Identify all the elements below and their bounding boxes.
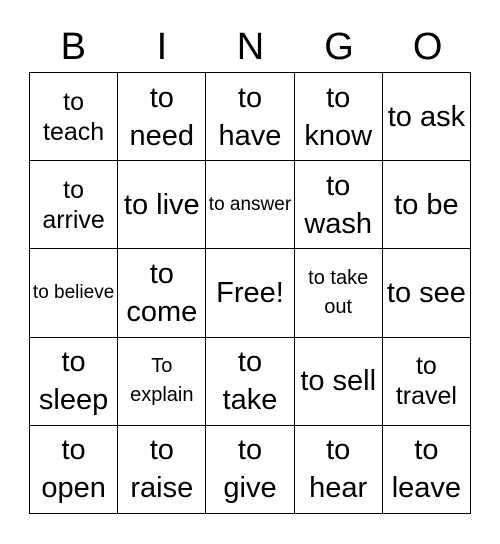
bingo-cell[interactable] <box>295 249 383 337</box>
bingo-cell[interactable] <box>383 249 471 337</box>
cell-text: Free! <box>216 276 284 309</box>
header-letter-o: O <box>412 26 443 68</box>
bingo-cell[interactable] <box>206 338 294 426</box>
cell-text: To explain <box>130 355 194 407</box>
cell-text: to sleep <box>38 346 109 417</box>
cell-text: to come <box>126 257 198 328</box>
bingo-cell[interactable] <box>30 161 118 249</box>
bingo-cell[interactable] <box>383 73 471 161</box>
cell-text: to be <box>394 188 459 221</box>
cell-text: to live <box>123 188 200 221</box>
bingo-cell[interactable] <box>295 73 383 161</box>
header-letter-g: G <box>324 26 354 68</box>
cell-text: to sell <box>300 365 377 398</box>
cell-text: to take out <box>308 266 369 318</box>
bingo-grid <box>29 72 471 514</box>
cell-text: to have <box>218 81 282 152</box>
bingo-cell[interactable] <box>118 338 206 426</box>
cell-text: to open <box>41 434 106 505</box>
bingo-cell[interactable] <box>295 426 383 514</box>
cell-text: to know <box>304 81 373 152</box>
bingo-cell[interactable] <box>295 338 383 426</box>
bingo-cell[interactable] <box>118 73 206 161</box>
bingo-cell[interactable] <box>206 161 294 249</box>
bingo-header <box>29 22 472 72</box>
bingo-cell[interactable] <box>118 161 206 249</box>
cell-text: to answer <box>208 194 292 216</box>
bingo-cell[interactable] <box>30 73 118 161</box>
cell-text: to arrive <box>42 175 105 234</box>
cell-text: to hear <box>309 434 368 505</box>
cell-text: to see <box>386 276 466 309</box>
bingo-cell[interactable] <box>383 338 471 426</box>
cell-text: to take <box>222 346 278 417</box>
bingo-cell[interactable] <box>30 338 118 426</box>
cell-text: to teach <box>43 87 105 146</box>
header-letter-b: B <box>60 26 86 68</box>
bingo-cell[interactable] <box>383 426 471 514</box>
header-letter-i: I <box>156 26 168 68</box>
cell-text: to leave <box>391 434 462 505</box>
bingo-cell[interactable] <box>118 426 206 514</box>
header-letter-n: N <box>236 26 265 68</box>
cell-text: to ask <box>387 100 466 133</box>
bingo-cell[interactable] <box>118 249 206 337</box>
cell-text: to need <box>129 81 195 152</box>
free-space-cell[interactable] <box>206 249 294 337</box>
bingo-cell[interactable] <box>206 426 294 514</box>
cell-text: to raise <box>130 434 194 505</box>
cell-text: to travel <box>395 352 457 411</box>
bingo-cell[interactable] <box>30 426 118 514</box>
bingo-cell[interactable] <box>30 249 118 337</box>
cell-text: to believe <box>32 282 115 304</box>
cell-text: to wash <box>304 169 373 240</box>
bingo-cell[interactable] <box>295 161 383 249</box>
bingo-cell[interactable] <box>383 161 471 249</box>
bingo-cell[interactable] <box>206 73 294 161</box>
cell-text: to give <box>223 434 277 505</box>
